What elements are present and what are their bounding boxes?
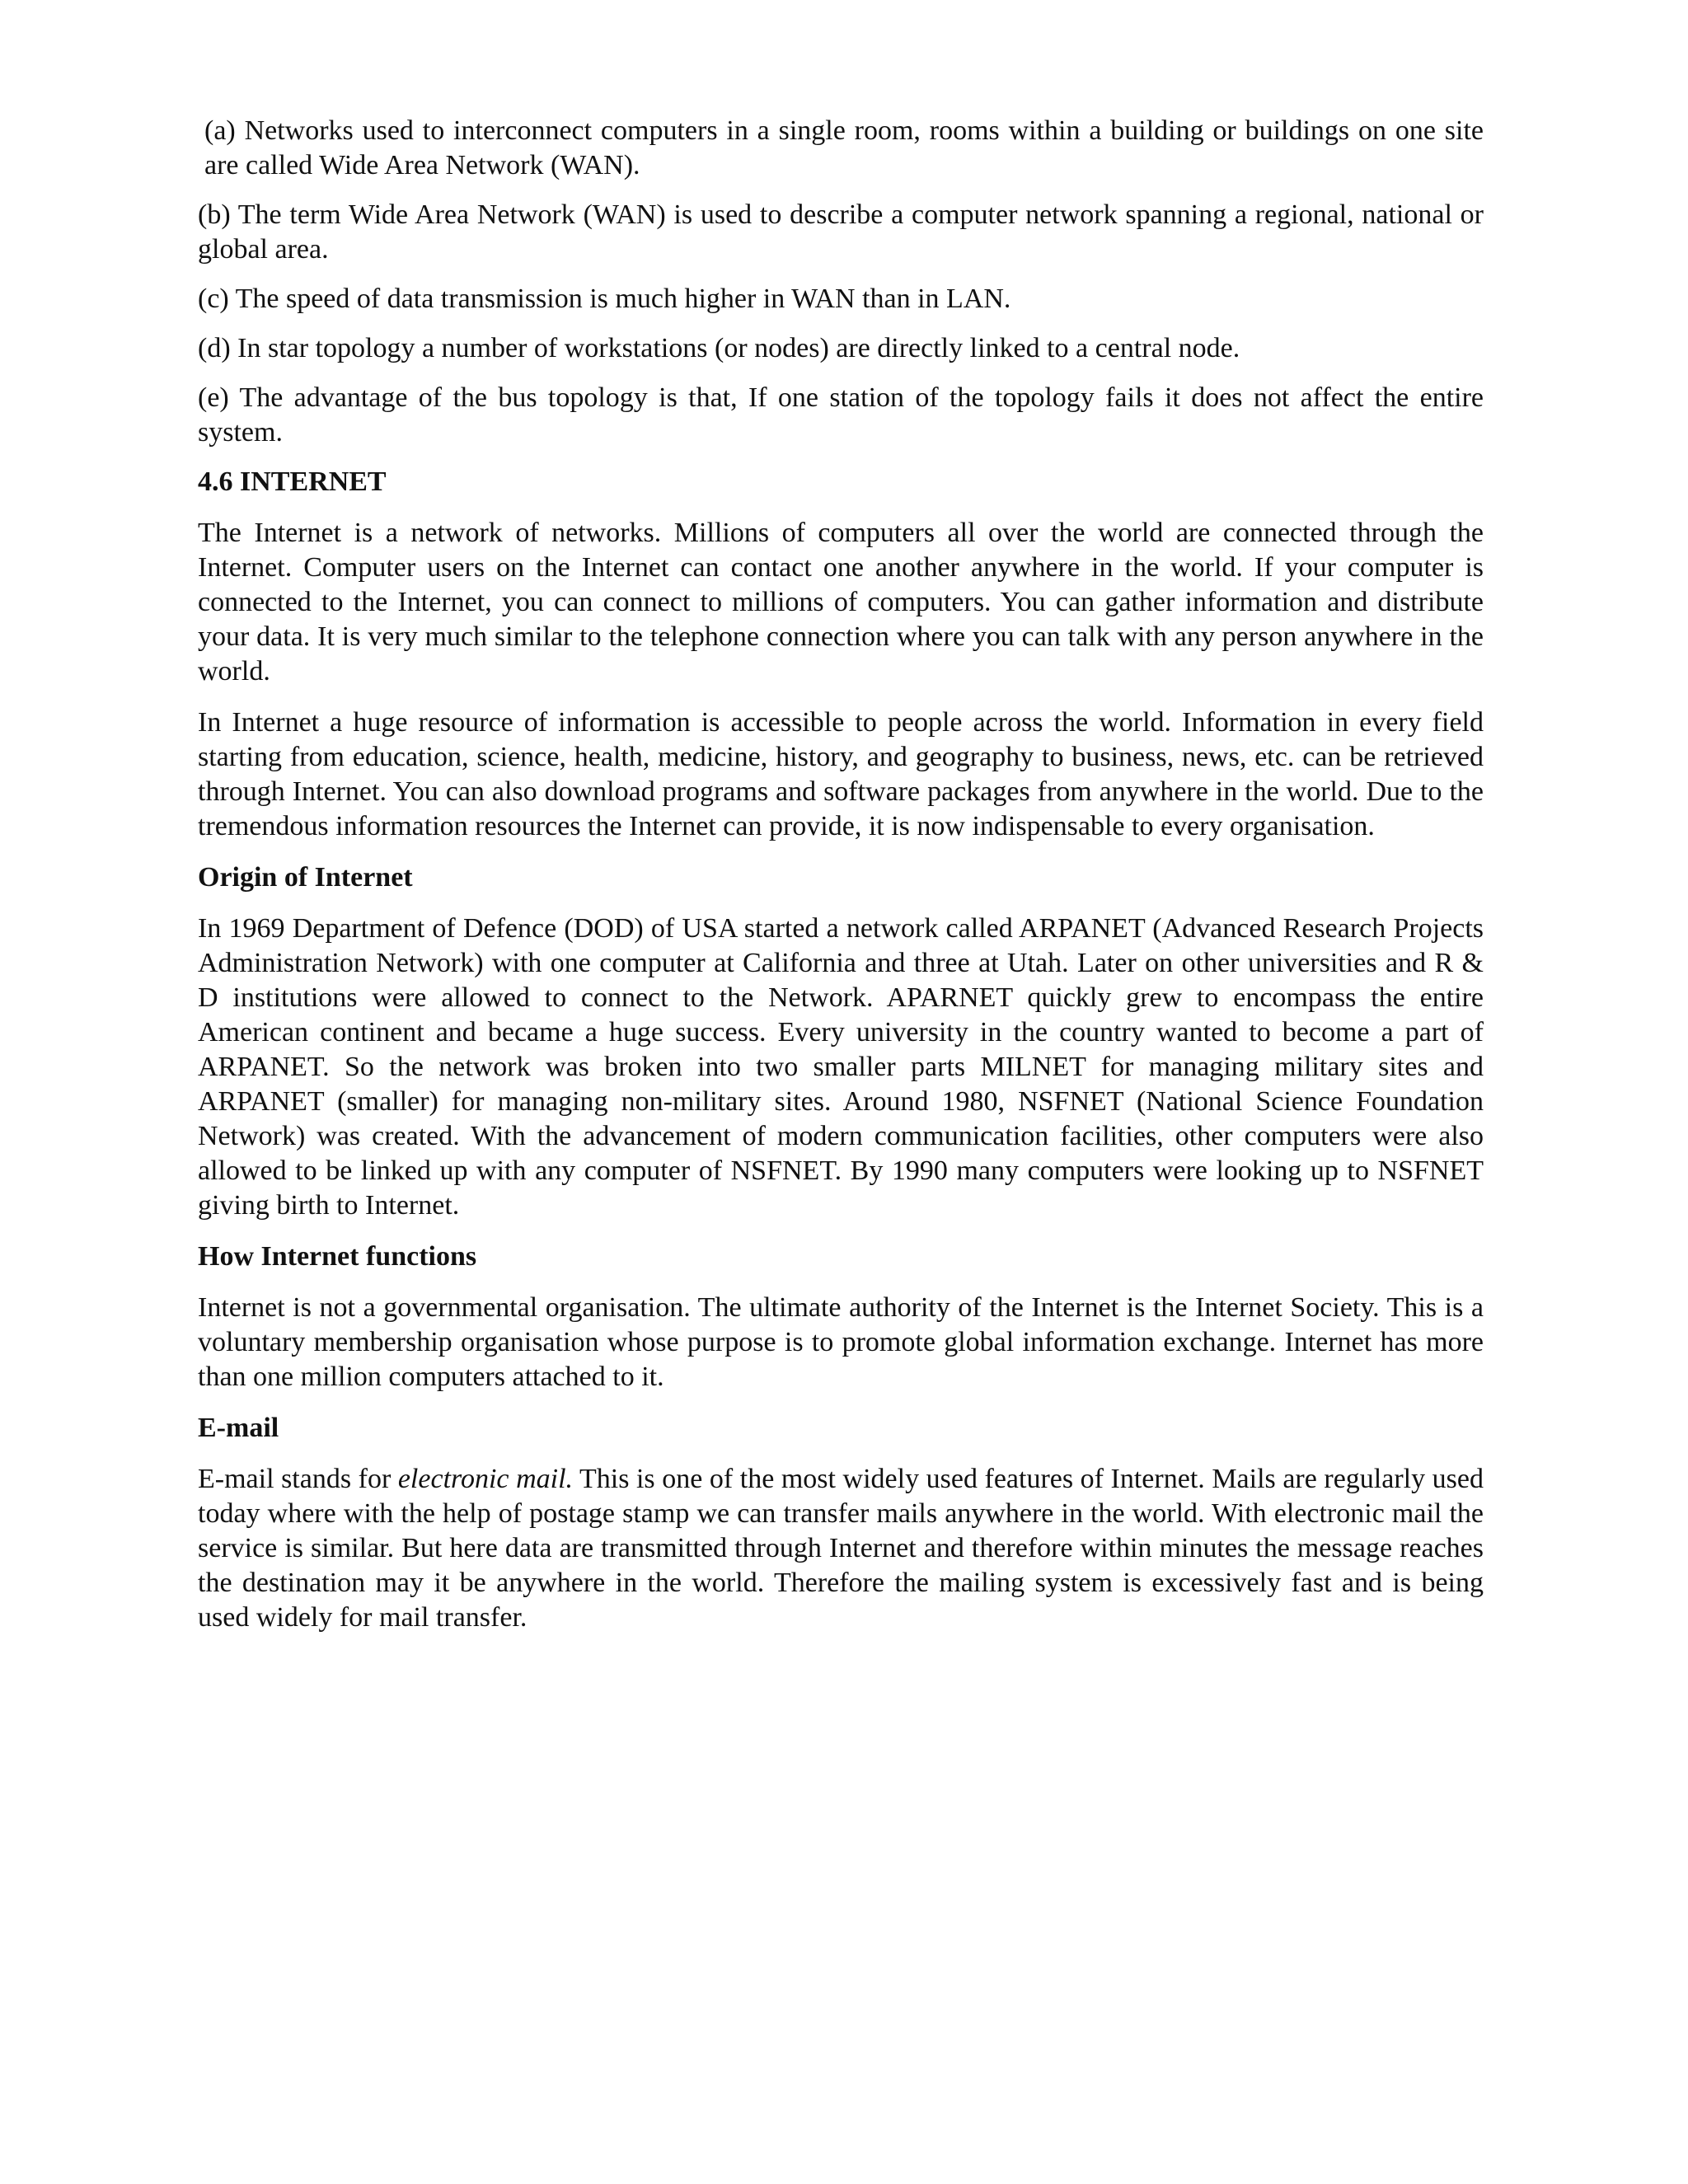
statement-c: (c) The speed of data transmission is much higher in WAN than in LAN. — [198, 284, 1011, 314]
internet-paragraph-1: The Internet is a network of networks. Millions of computers all over the world are connected through the Internet. Computer users on the Internet can contact one another anywhere in the world. If your computer is connected to the Internet, you can connect to millions of computers. You can gather information and distribute your data. It is very much similar to the telephone connection where you can talk with any person anywhere in the world. — [198, 518, 1484, 687]
functions-paragraph: Internet is not a governmental organisation. The ultimate authority of the Internet is the Internet Society. This is a voluntary membership organisation whose purpose is to promote global information exchange. Internet has more than one million computers attached to it. — [198, 1292, 1484, 1392]
document-page — [198, 114, 1484, 1652]
email-paragraph — [198, 1462, 1484, 1635]
statement-e: (e) The advantage of the bus topology is that, If one station of the topology fails it does not affect the entire system. — [198, 382, 1484, 448]
email-rest-text: This is one of the most widely used features of Internet. Mails are regularly used today where with the help of postage stamp we can transfer mails anywhere in the world. With electronic mail the service is similar. But here data are transmitted through Internet and therefore within minutes the message reaches the destination may it be anywhere in the world. Therefore the mailing system is excessively fast and is being used widely for mail transfer. — [198, 1464, 1484, 1633]
section-heading-internet: 4.6 INTERNET — [198, 466, 387, 497]
statement-b: (b) The term Wide Area Network (WAN) is used to describe a computer network spanning a regional, national or global area. — [198, 199, 1484, 265]
section-heading-email: E-mail — [198, 1413, 279, 1443]
internet-paragraph-2: In Internet a huge resource of information is accessible to people across the world. Information in every field starting from education, science, health, medicine, history, and geography to business, news, etc. can be retrieved through Internet. You can also download programs and software packages from anywhere in the world. Due to the tremendous information resources the Internet can provide, it is now indispensable to every organisation. — [198, 707, 1484, 841]
section-heading-origin: Origin of Internet — [198, 862, 413, 893]
origin-paragraph: In 1969 Department of Defence (DOD) of USA started a network called ARPANET (Advanced Research Projects Administration Network) with one computer at California and three at Utah. Later on other universities and R & D institutions were allowed to connect to the Network. APARNET quickly grew to encompass the entire American continent and became a huge success. Every university in the country wanted to become a part of ARPANET. So the network was broken into two smaller parts MILNET for managing military sites and ARPANET (smaller) for managing non-military sites. Around 1980, NSFNET (National Science Foundation Network) was created. With the advancement of modern communication facilities, other computers were also allowed to be linked up with any computer of NSFNET. By 1990 many computers were looking up to NSFNET giving birth to Internet. — [198, 913, 1484, 1221]
email-intro-text: E-mail stands for — [198, 1464, 398, 1494]
section-heading-functions: How Internet functions — [198, 1241, 477, 1272]
statements-list — [198, 114, 1484, 450]
email-term: electronic mail. — [397, 1464, 574, 1494]
statement-a: (a) Networks used to interconnect computers in a single room, rooms within a building or buildings on one site are called Wide Area Network (WAN). — [204, 115, 1484, 180]
statement-d: (d) In star topology a number of workstations (or nodes) are directly linked to a central node. — [198, 333, 1240, 363]
